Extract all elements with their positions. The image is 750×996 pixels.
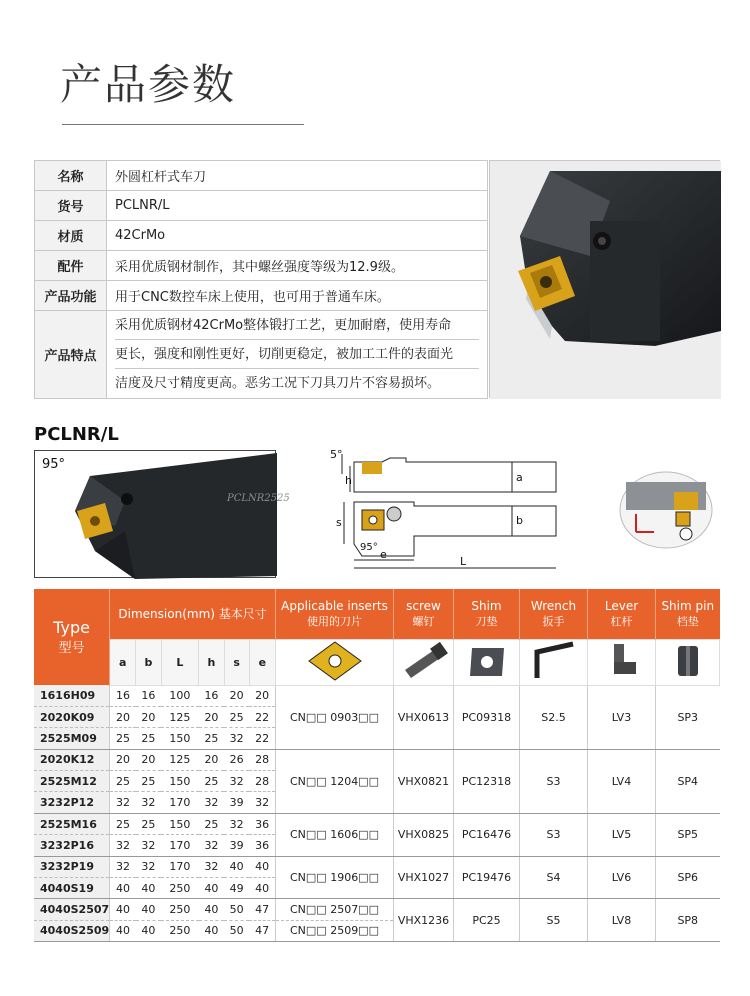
dim-cell: 25 [110, 771, 136, 792]
wrench-cell: S4 [520, 856, 588, 899]
table-row [34, 899, 720, 920]
dim-cell: 39 [224, 792, 249, 813]
dim-a-label: a [516, 471, 523, 484]
dim-cell: 20 [249, 685, 275, 706]
dim-cell: 170 [161, 835, 199, 856]
tool-drawing [34, 450, 290, 578]
dim-cell: 50 [224, 920, 249, 941]
type-cell: 2020K12 [34, 749, 110, 770]
table-row [34, 749, 720, 770]
dim-cell: 40 [199, 920, 224, 941]
dim-cell: 28 [249, 749, 275, 770]
dimension-schematic [322, 444, 562, 578]
type-cell: 3232P12 [34, 792, 110, 813]
shimpin-cell: SP5 [656, 813, 720, 856]
dim-cell: 170 [161, 856, 199, 877]
clamp-detail-icon [618, 470, 714, 550]
dim-cell: 25 [199, 728, 224, 749]
wrench-header: Wrench 扳手 [520, 589, 588, 639]
dim-cell: 40 [199, 899, 224, 920]
insert-cell: CN□□ 0903□□ [276, 685, 394, 749]
dim-b-label: b [516, 514, 523, 527]
title-divider [62, 124, 304, 125]
dim-cell: 150 [161, 813, 199, 834]
dim-col-L: L [161, 639, 199, 685]
dim-cell: 22 [249, 728, 275, 749]
spec-value: 采用优质钢材制作，其中螺丝强度等级为12.9级。 [107, 251, 488, 281]
dim-cell: 32 [136, 835, 161, 856]
lever-header: Lever 杠杆 [588, 589, 656, 639]
spec-key: 材质 [35, 221, 107, 251]
type-header-en: Type [53, 618, 90, 637]
spec-value: 用于CNC数控车床上使用，也可用于普通车床。 [107, 281, 488, 311]
shimpin-cell: SP8 [656, 899, 720, 942]
dim-cell: 20 [199, 749, 224, 770]
dim-cell: 32 [224, 813, 249, 834]
dim-L-label: L [460, 555, 467, 568]
dim-col-h: h [199, 639, 224, 685]
dim-cell: 16 [136, 685, 161, 706]
spec-key: 名称 [35, 161, 107, 191]
dim-cell: 25 [199, 771, 224, 792]
type-cell: 2525M12 [34, 771, 110, 792]
dim-cell: 28 [249, 771, 275, 792]
dim-cell: 20 [136, 749, 161, 770]
dim-cell: 40 [136, 878, 161, 899]
table-row [34, 856, 720, 877]
type-cell: 2020K09 [34, 706, 110, 727]
wrench-cell: S2.5 [520, 685, 588, 749]
dim-cell: 150 [161, 771, 199, 792]
angle-5-label: 5° [330, 448, 343, 461]
dim-cell: 25 [199, 813, 224, 834]
angle-label: 95° [42, 457, 66, 472]
dim-cell: 20 [199, 706, 224, 727]
type-header [34, 589, 110, 685]
dim-cell: 25 [110, 728, 136, 749]
lever-cell: LV5 [588, 813, 656, 856]
screw-cell: VHX0613 [394, 685, 454, 749]
dim-cell: 150 [161, 728, 199, 749]
screw-cell: VHX1027 [394, 856, 454, 899]
shim-cell: PC25 [454, 899, 520, 942]
shim-cell: PC19476 [454, 856, 520, 899]
dim-cell: 32 [110, 856, 136, 877]
dim-e-label: e [380, 548, 387, 561]
dim-cell: 40 [110, 920, 136, 941]
type-cell: 2525M09 [34, 728, 110, 749]
shimpin-header: Shim pin 档垫 [656, 589, 720, 639]
dim-cell: 250 [161, 920, 199, 941]
dim-cell: 250 [161, 899, 199, 920]
shim-header: Shim 刀垫 [454, 589, 520, 639]
spec-row-material [35, 221, 488, 251]
dim-cell: 32 [110, 792, 136, 813]
model-data-table [34, 589, 720, 942]
shim-icon [454, 639, 520, 685]
type-cell: 3232P19 [34, 856, 110, 877]
dim-cell: 32 [110, 835, 136, 856]
dim-cell: 36 [249, 835, 275, 856]
dim-col-e: e [249, 639, 275, 685]
wrench-cell: S3 [520, 749, 588, 813]
dim-cell: 20 [136, 706, 161, 727]
dim-cell: 40 [136, 899, 161, 920]
screw-icon [394, 639, 454, 685]
dim-cell: 125 [161, 706, 199, 727]
insert-cell: CN□□ 2509□□ [276, 920, 394, 941]
wrench-cell: S3 [520, 813, 588, 856]
shim-cell: PC16476 [454, 813, 520, 856]
dim-col-b: b [136, 639, 161, 685]
screw-header: screw 螺钉 [394, 589, 454, 639]
dim-cell: 32 [199, 792, 224, 813]
feature-line: 采用优质钢材42CrMo整体锻打工艺，更加耐磨，使用寿命 [115, 311, 479, 340]
dim-cell: 49 [224, 878, 249, 899]
dim-cell: 26 [224, 749, 249, 770]
shim-cell: PC09318 [454, 685, 520, 749]
dim-cell: 47 [249, 920, 275, 941]
type-cell: 4040S2509 [34, 920, 110, 941]
spec-table [34, 160, 488, 399]
lever-cell: LV3 [588, 685, 656, 749]
dim-cell: 39 [224, 835, 249, 856]
dim-cell: 125 [161, 749, 199, 770]
spec-row-code [35, 191, 488, 221]
dim-cell: 16 [110, 685, 136, 706]
dim-cell: 40 [199, 878, 224, 899]
spec-key: 产品功能 [35, 281, 107, 311]
dim-cell: 40 [110, 878, 136, 899]
dim-s-label: s [336, 516, 342, 529]
spec-value: PCLNR/L [107, 191, 488, 221]
dim-cell: 32 [249, 792, 275, 813]
dim-cell: 32 [224, 771, 249, 792]
dim-cell: 20 [110, 749, 136, 770]
table-row [34, 685, 720, 706]
type-cell: 2525M16 [34, 813, 110, 834]
dim-cell: 40 [249, 878, 275, 899]
dim-h-label: h [345, 474, 352, 487]
dim-cell: 20 [110, 706, 136, 727]
type-header-cn: 型号 [58, 641, 85, 656]
spec-row-function [35, 281, 488, 311]
dim-cell: 32 [199, 835, 224, 856]
lever-cell: LV6 [588, 856, 656, 899]
type-cell: 4040S2507 [34, 899, 110, 920]
dim-cell: 32 [136, 792, 161, 813]
dim-cell: 50 [224, 899, 249, 920]
lever-icon [588, 639, 656, 685]
dim-cell: 32 [224, 728, 249, 749]
shim-cell: PC12318 [454, 749, 520, 813]
screw-cell: VHX0821 [394, 749, 454, 813]
dim-cell: 25 [136, 813, 161, 834]
dim-cell: 250 [161, 878, 199, 899]
page-title: 产品参数 [60, 60, 237, 109]
lever-cell: LV4 [588, 749, 656, 813]
feature-line: 洁度及尺寸精度更高。恶劣工况下刀具刀片不容易损坏。 [115, 376, 441, 391]
spec-key: 配件 [35, 251, 107, 281]
shim-pin-icon [656, 639, 720, 685]
spec-row-name [35, 161, 488, 191]
spec-value: 外圆杠杆式车刀 [107, 161, 488, 191]
wrench-icon [520, 639, 588, 685]
lever-cell: LV8 [588, 899, 656, 942]
model-heading: PCLNR/L [34, 424, 119, 445]
dim-cell: 25 [224, 706, 249, 727]
dim-cell: 40 [110, 899, 136, 920]
insert-icon [276, 639, 394, 685]
dim-cell: 170 [161, 792, 199, 813]
type-cell: 1616H09 [34, 685, 110, 706]
inserts-header: Applicable inserts 使用的刀片 [276, 589, 394, 639]
dim-col-s: s [224, 639, 249, 685]
dim-cell: 25 [110, 813, 136, 834]
screw-cell: VHX0825 [394, 813, 454, 856]
insert-cell: CN□□ 1606□□ [276, 813, 394, 856]
type-cell: 3232P16 [34, 835, 110, 856]
dim-cell: 40 [249, 856, 275, 877]
table-row [34, 813, 720, 834]
spec-row-accessories [35, 251, 488, 281]
product-photo [489, 160, 720, 398]
dim-cell: 40 [224, 856, 249, 877]
shimpin-cell: SP4 [656, 749, 720, 813]
insert-cell: CN□□ 1204□□ [276, 749, 394, 813]
spec-key: 货号 [35, 191, 107, 221]
screw-cell: VHX1236 [394, 899, 454, 942]
insert-cell: CN□□ 1906□□ [276, 856, 394, 899]
dim-cell: 20 [224, 685, 249, 706]
dimension-header: Dimension(mm) 基本尺寸 [110, 589, 276, 639]
dim-cell: 22 [249, 706, 275, 727]
feature-line: 更长，强度和刚性更好，切削更稳定，被加工工件的表面光 [115, 340, 479, 369]
dim-cell: 47 [249, 899, 275, 920]
angle-95-label: 95° [360, 542, 378, 553]
dim-cell: 32 [199, 856, 224, 877]
spec-row-features [35, 311, 488, 399]
dim-cell: 36 [249, 813, 275, 834]
dim-cell: 40 [136, 920, 161, 941]
wrench-cell: S5 [520, 899, 588, 942]
dim-cell: 25 [136, 771, 161, 792]
spec-key: 产品特点 [35, 311, 107, 399]
shimpin-cell: SP6 [656, 856, 720, 899]
insert-cell: CN□□ 2507□□ [276, 899, 394, 920]
dim-cell: 100 [161, 685, 199, 706]
dim-col-a: a [110, 639, 136, 685]
spec-value: 42CrMo [107, 221, 488, 251]
engraving-text: PCLNR2525 [227, 493, 290, 504]
dim-cell: 32 [136, 856, 161, 877]
shimpin-cell: SP3 [656, 685, 720, 749]
type-cell: 4040S19 [34, 878, 110, 899]
dim-cell: 16 [199, 685, 224, 706]
spec-features [107, 311, 488, 399]
dim-cell: 25 [136, 728, 161, 749]
